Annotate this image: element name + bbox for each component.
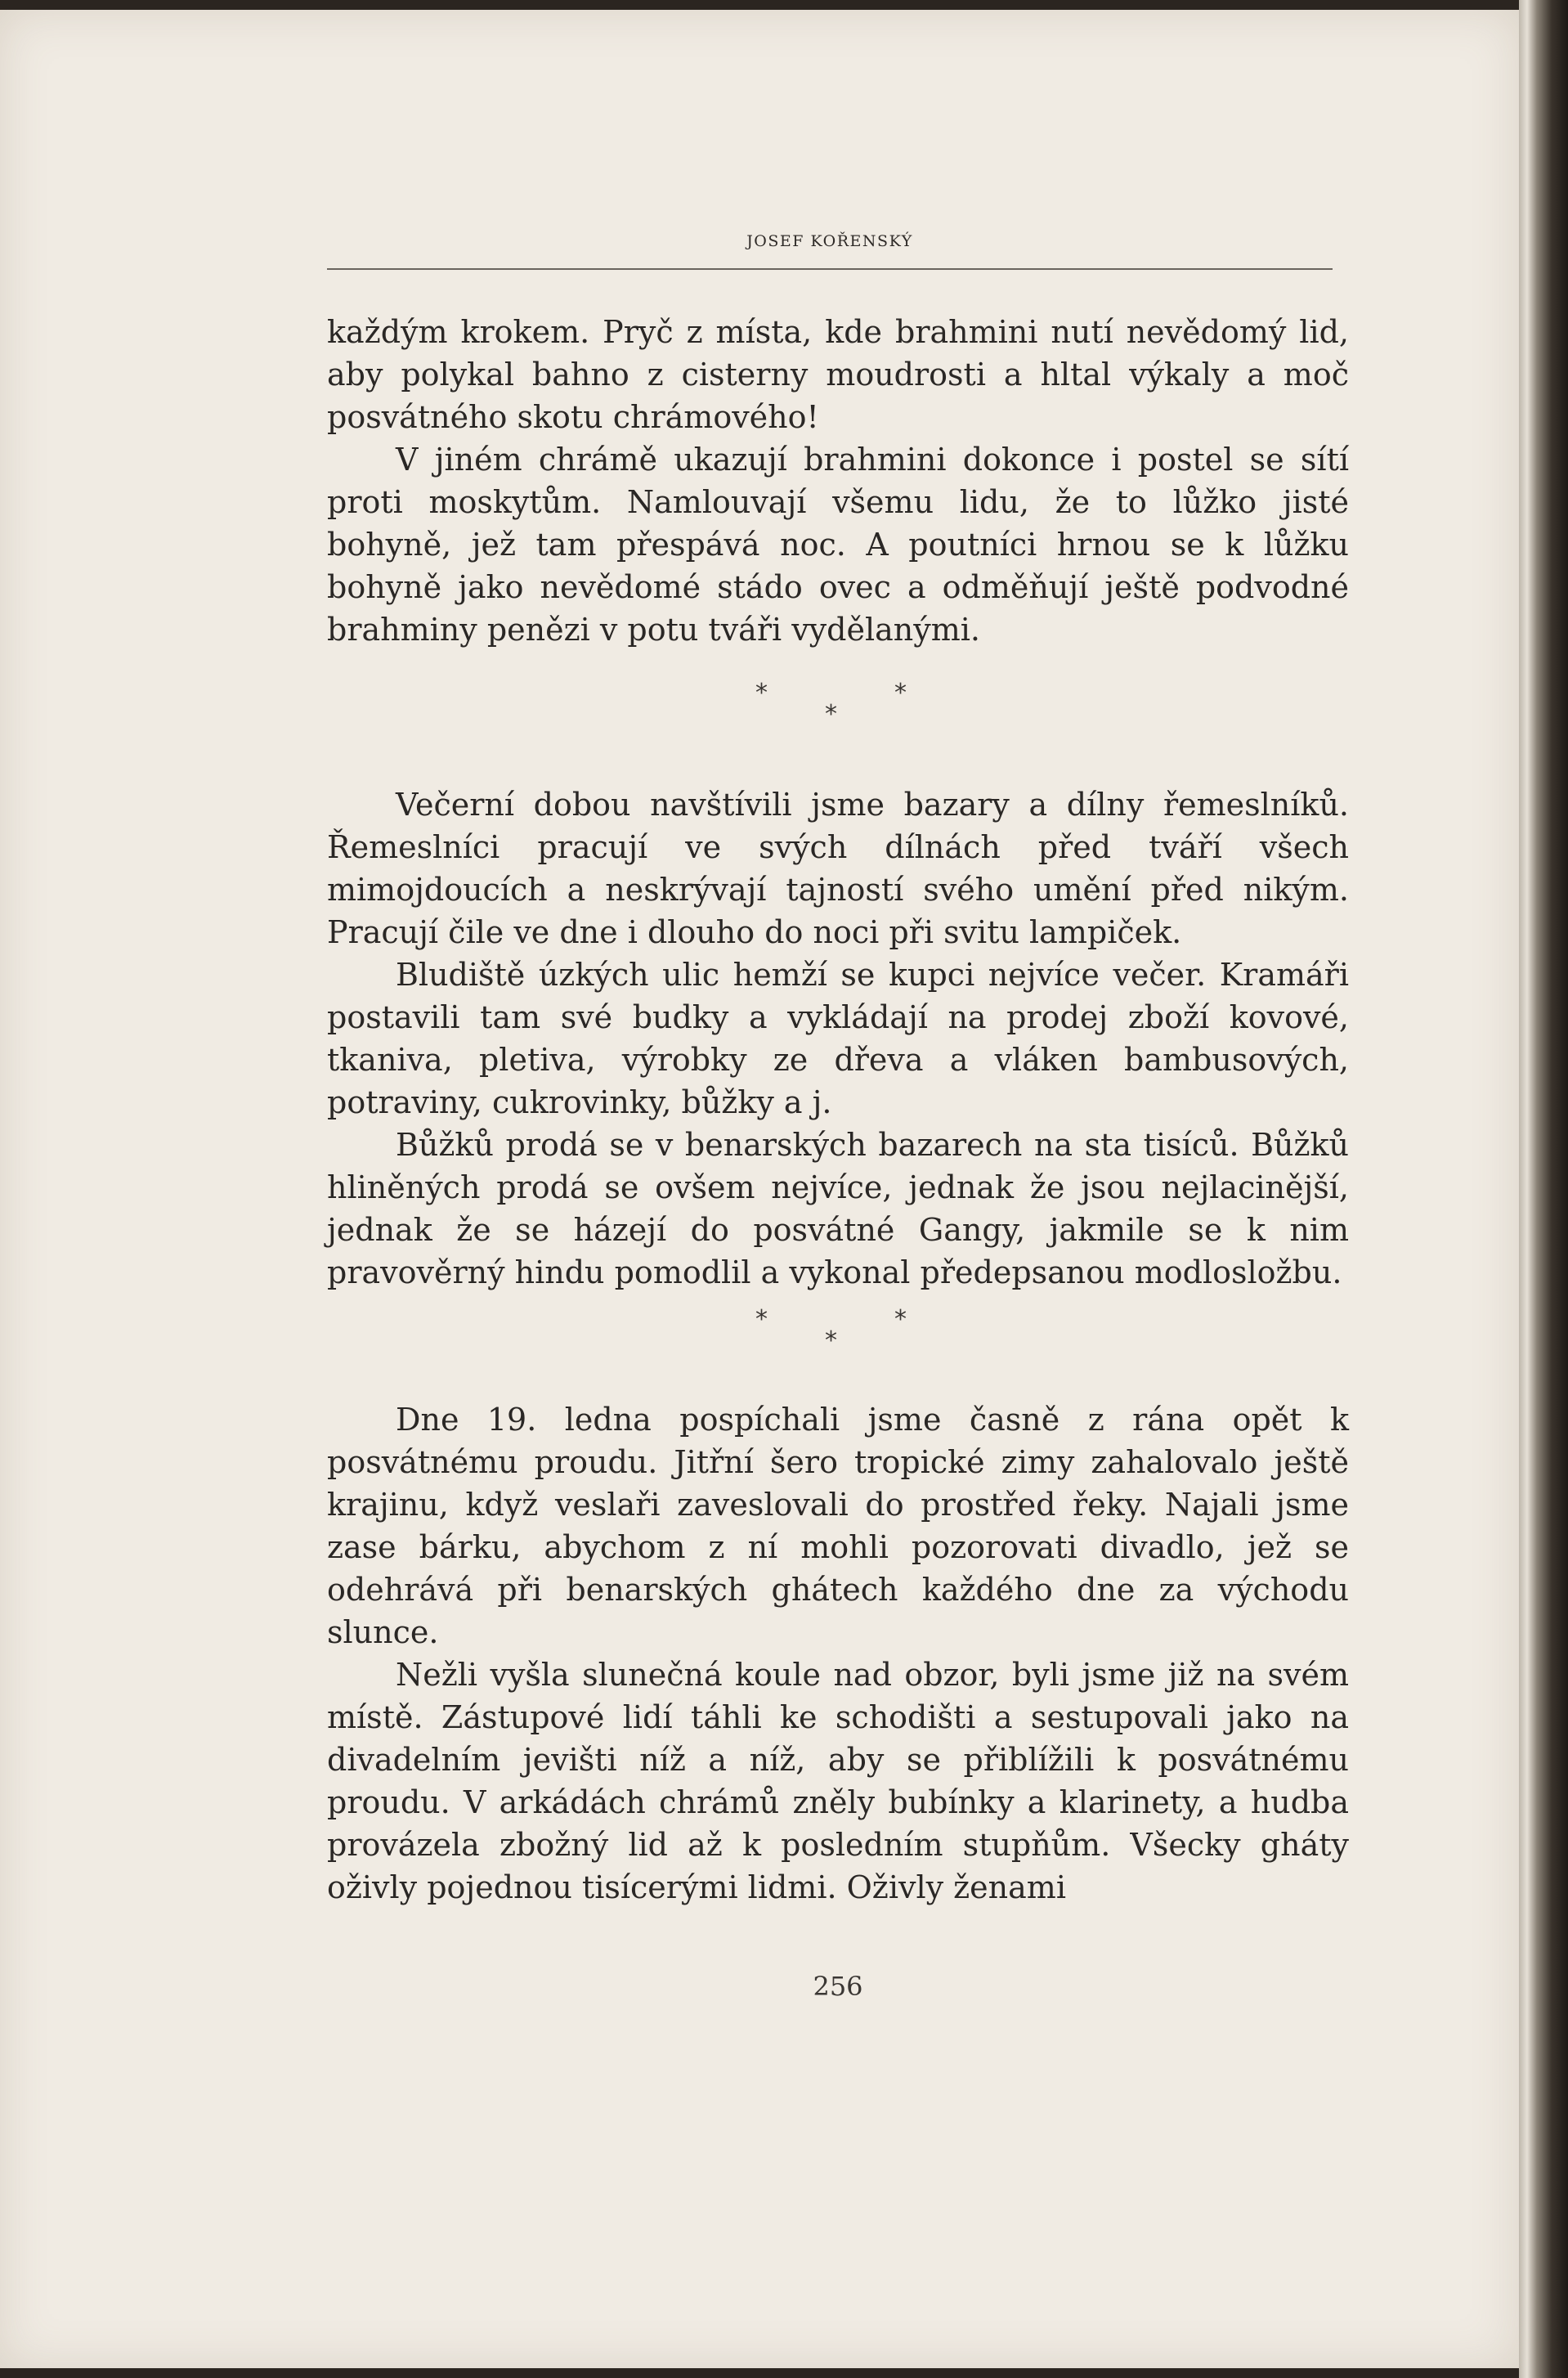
asterisk: *	[755, 1305, 768, 1334]
paragraph: Bůžků prodá se v benarských bazarech na sta tisíců. Bůžků hliněných prodá se ovšem nejvíce, jednak že jsou nejlacinější, jednak že se házejí do posvátné Gangy, jakmile se k nim pravověrný hindu pomodlil a vykonal předepsanou modlosložbu.	[327, 1127, 1349, 1290]
running-title: JOSEF KOŘENSKÝ	[746, 232, 913, 250]
section-separator	[327, 1294, 1349, 1374]
page-number: 256	[813, 1971, 863, 2002]
asterisk: *	[894, 679, 907, 707]
header-rule	[327, 268, 1333, 270]
paragraph: Večerní dobou navštívili jsme bazary a dílny řemeslníků. Řemeslníci pracují ve svých dílnách před tváří všech mimojdoucích a neskrývají tajností svého umění před nikým. Pracují čile ve dne i dlouho do noci při svitu lampiček.	[327, 787, 1349, 950]
asterisk: *	[755, 679, 768, 707]
book-spine-edge	[1519, 0, 1568, 2378]
paragraph: Bludiště úzkých ulic hemží se kupci nejvíce večer. Kramáři postavili tam své budky a vykládají na prodej zboží kovové, tkaniva, pletiva, výrobky ze dřeva a vláken bambusových, potraviny, cukrovinky, bůžky a j.	[327, 957, 1349, 1120]
section-gap	[327, 1374, 1349, 1398]
asterisk: *	[894, 1305, 907, 1334]
section-separator	[327, 651, 1349, 746]
asterisk: *	[825, 700, 837, 729]
paragraph: V jiném chrámě ukazují brahmini dokonce i postel se sítí proti moskytům. Namlouvají všemu lidu, že to lůžko jisté bohyně, jež tam přespává noc. A poutníci hrnou se k lůžku bohyně jako nevědomé stádo ovec a odměňují ještě podvodné brahminy penězi v potu tváři vydělanými.	[327, 442, 1349, 648]
page-body	[327, 311, 1349, 1909]
paragraph: Dne 19. ledna pospíchali jsme časně z rána opět k posvátnému proudu. Jitřní šero tropické zimy zahalovalo ještě krajinu, když veslaři zaveslovali do prostřed řeky. Najali jsme zase bárku, abychom z ní mohli pozorovati divadlo, jež se odehrává při benarských ghátech každého dne za východu slunce.	[327, 1402, 1349, 1650]
asterisk: *	[825, 1326, 837, 1355]
running-header	[327, 227, 1333, 271]
section-gap	[327, 746, 1349, 783]
paragraph-continuation: každým krokem. Pryč z místa, kde brahmini nutí nevědomý lid, aby polykal bahno z cisterny moudrosti a hltal výkaly a moč posvátného skotu chrámového!	[327, 314, 1349, 435]
paragraph: Nežli vyšla slunečná koule nad obzor, byli jsme již na svém místě. Zástupové lidí táhli ke schodišti a sestupovali jako na divadelním jevišti níž a níž, aby se přiblížili k posvátnému proudu. V arkádách chrámů zněly bubínky a klarinety, a hudba provázela zbožný lid až k posledním stupňům. Všecky gháty oživly pojednou tisícerými lidmi. Oživly ženami	[327, 1657, 1349, 1905]
